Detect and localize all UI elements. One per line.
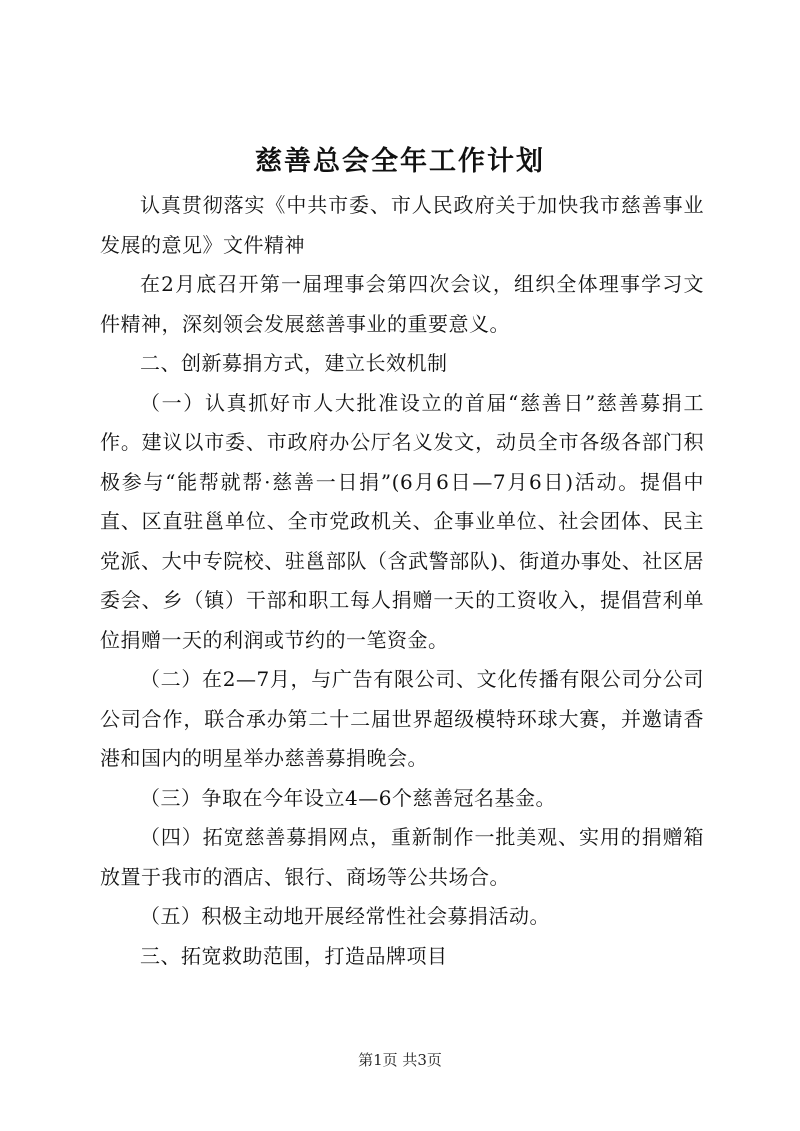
paragraph: （四）拓宽慈善募捐网点，重新制作一批美观、实用的捐赠箱放置于我市的酒店、银行、商场等公共场合。 (100, 825, 704, 889)
paragraph: 认真贯彻落实《中共市委、市人民政府关于加快我市慈善事业发展的意见》文件精神 (100, 193, 704, 257)
paragraph: （五）积极主动地开展经常性社会募捐活动。 (140, 904, 550, 928)
document-title: 慈善总会全年工作计划 (255, 146, 545, 177)
paragraph: （三）争取在今年设立4—6个慈善冠名基金。 (140, 785, 556, 810)
paragraph: 在2月底召开第一届理事会第四次会议，组织全体理事学习文件精神，深刻领会发展慈善事业的重要意义。 (100, 272, 704, 336)
section-heading: 三、拓宽救助范围，打造品牌项目 (140, 943, 448, 968)
section-heading: 二、创新募捐方式，建立长效机制 (140, 351, 448, 375)
paragraph: （一）认真抓好市人大批准设立的首届“慈善日”慈善募捐工作。建议以市委、市政府办公厅名义发文，动员全市各级各部门积极参与“能帮就帮·慈善一日捐”(6月6日—7月6日)活动。提倡中直、区直驻邕单位、全市党政机关、企事业单位、社会团体、民主党派、大中专院校、驻邕部队（含武警部队)、街道办事处、社区居委会、乡（镇）干部和职工每人捐赠一天的工资收入，提倡营利单位捐赠一天的利润或节约的一笔资金。 (100, 390, 704, 652)
document-body (100, 186, 704, 976)
paragraph: （二）在2—7月，与广告有限公司、文化传播有限公司分公司公司合作，联合承办第二十二届世界超级模特环球大赛，并邀请香港和国内的明星举办慈善募捐晚会。 (100, 667, 704, 770)
page-number-footer: 第1页 共3页 (358, 1051, 442, 1069)
